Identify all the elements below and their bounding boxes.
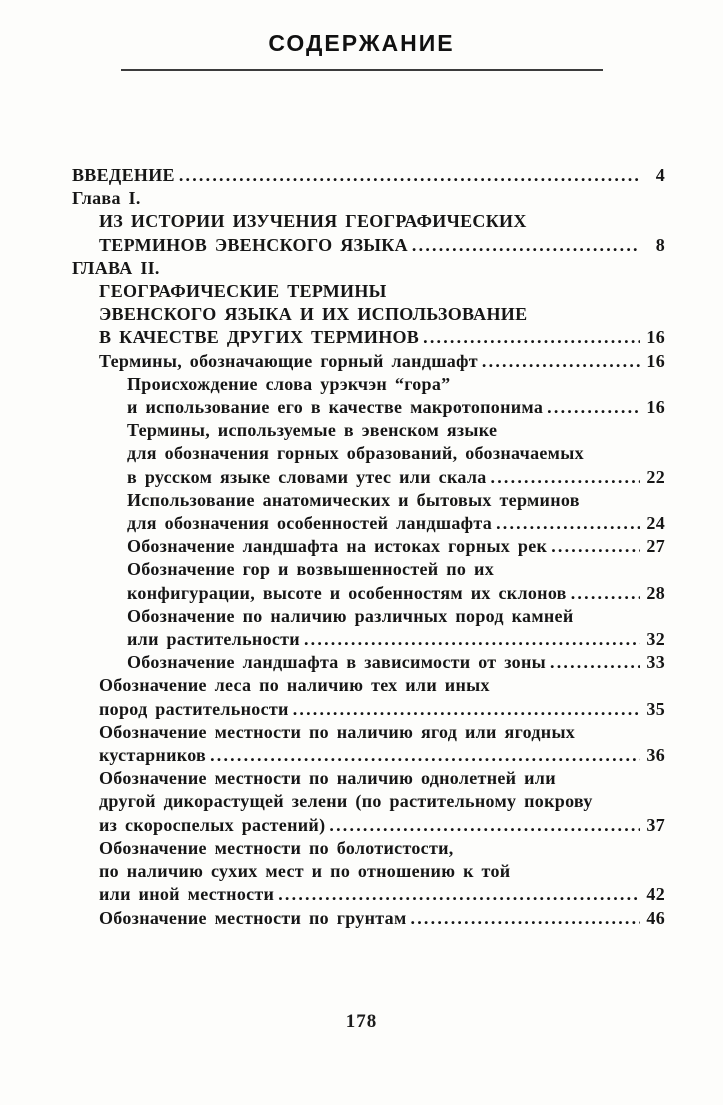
toc-entry-text: ИЗ ИСТОРИИ ИЗУЧЕНИЯ ГЕОГРАФИЧЕСКИХ — [99, 211, 527, 232]
toc-line — [72, 280, 665, 303]
toc-line — [72, 790, 665, 813]
toc-page-number: 42 — [646, 884, 665, 905]
toc-line — [72, 674, 665, 697]
toc-entry-text: Глава I. — [72, 188, 141, 209]
dot-leader — [293, 698, 640, 721]
toc-line — [72, 164, 665, 187]
toc-page-number: 46 — [646, 907, 665, 928]
table-of-contents — [72, 164, 665, 930]
toc-line — [72, 744, 665, 767]
toc-entry-text: В КАЧЕСТВЕ ДРУГИХ ТЕРМИНОВ — [99, 327, 420, 348]
dot-leader — [496, 512, 640, 535]
toc-entry-text: Обозначение местности по грунтам — [99, 907, 407, 928]
toc-page-number: 28 — [646, 582, 665, 603]
toc-page-number: 36 — [646, 745, 665, 766]
toc-entry-text: в русском языке словами утес или скала — [127, 466, 487, 487]
page-header — [0, 0, 723, 71]
toc-line — [72, 466, 665, 489]
toc-line — [72, 860, 665, 883]
dot-leader — [210, 744, 640, 767]
toc-entry-text: ГЕОГРАФИЧЕСКИЕ ТЕРМИНЫ — [99, 281, 387, 302]
toc-page-number: 27 — [646, 536, 665, 557]
toc-entry-text: Происхождение слова урэкчэн “гора” — [127, 373, 451, 394]
toc-line — [72, 210, 665, 233]
toc-page-number: 8 — [655, 234, 665, 255]
toc-entry-text: Использование анатомических и бытовых терминов — [127, 489, 580, 510]
toc-line — [72, 535, 665, 558]
toc-entry-text: для обозначения особенностей ландшафта — [127, 513, 493, 534]
toc-entry-text: Обозначение местности по наличию ягод или ягодных — [99, 721, 576, 742]
toc-entry-text: из скороспелых растений) — [99, 814, 326, 835]
toc-page-number: 16 — [646, 350, 665, 371]
dot-leader — [550, 651, 640, 674]
toc-entry-text: и использование его в качестве макротопонима — [127, 397, 544, 418]
toc-entry-text: ТЕРМИНОВ ЭВЕНСКОГО ЯЗЫКА — [99, 234, 408, 255]
dot-leader — [551, 535, 640, 558]
toc-line — [72, 837, 665, 860]
dot-leader — [412, 234, 640, 257]
toc-line — [72, 303, 665, 326]
toc-entry-text: Обозначение леса по наличию тех или иных — [99, 675, 490, 696]
toc-page-number: 24 — [646, 513, 665, 534]
toc-entry-text: по наличию сухих мест и по отношению к той — [99, 861, 511, 882]
toc-line — [72, 234, 665, 257]
toc-line — [72, 628, 665, 651]
toc-line — [72, 489, 665, 512]
toc-line — [72, 907, 665, 930]
toc-entry-text: Обозначение ландшафта в зависимости от зоны — [127, 652, 546, 673]
toc-line — [72, 767, 665, 790]
page-title: СОДЕРЖАНИЕ — [268, 30, 455, 56]
toc-entry-text: ВВЕДЕНИЕ — [72, 165, 175, 185]
toc-line — [72, 442, 665, 465]
toc-page-number: 37 — [646, 814, 665, 835]
toc-line — [72, 326, 665, 349]
toc-entry-text: Обозначение ландшафта на истоках горных рек — [127, 536, 548, 557]
toc-page-number: 22 — [646, 466, 665, 487]
toc-line — [72, 257, 665, 280]
toc-entry-text: или иной местности — [99, 884, 275, 905]
toc-line — [72, 605, 665, 628]
page-footer — [0, 1011, 723, 1033]
dot-leader — [423, 326, 640, 349]
toc-line — [72, 814, 665, 837]
toc-line — [72, 582, 665, 605]
toc-page-number: 33 — [646, 652, 665, 673]
toc-entry-text: Термины, используемые в эвенском языке — [127, 420, 498, 441]
toc-entry-text: Термины, обозначающие горный ландшафт — [99, 350, 478, 371]
toc-entry-text: Обозначение по наличию различных пород камней — [127, 605, 574, 626]
dot-leader — [179, 164, 640, 187]
toc-page-number: 32 — [646, 629, 665, 650]
title-rule — [121, 69, 603, 71]
toc-line — [72, 512, 665, 535]
toc-entry-text: пород растительности — [99, 698, 289, 719]
toc-line — [72, 558, 665, 581]
dot-leader — [547, 396, 640, 419]
toc-page-number: 16 — [646, 397, 665, 418]
toc-entry-text: кустарников — [99, 745, 207, 766]
toc-entry-text: Обозначение гор и возвышенностей по их — [127, 559, 494, 580]
toc-line — [72, 419, 665, 442]
toc-line — [72, 721, 665, 744]
toc-page-number: 16 — [646, 327, 665, 348]
toc-line — [72, 698, 665, 721]
toc-line — [72, 883, 665, 906]
toc-line — [72, 373, 665, 396]
dot-leader — [411, 907, 640, 930]
toc-page-number: 35 — [646, 698, 665, 719]
dot-leader — [491, 466, 640, 489]
toc-entry-text: конфигурации, высоте и особенностям их склонов — [127, 582, 567, 603]
toc-line — [72, 187, 665, 210]
toc-entry-text: ГЛАВА II. — [72, 257, 160, 278]
dot-leader — [304, 628, 640, 651]
toc-line — [72, 651, 665, 674]
toc-entry-text: Обозначение местности по болотистости, — [99, 837, 454, 858]
toc-entry-text: Обозначение местности по наличию однолетней или — [99, 768, 556, 789]
toc-line — [72, 350, 665, 373]
dot-leader — [278, 883, 640, 906]
toc-line — [72, 396, 665, 419]
toc-page-number: 4 — [655, 165, 665, 185]
toc-entry-text: или растительности — [127, 629, 300, 650]
dot-leader — [329, 814, 640, 837]
dot-leader — [482, 350, 640, 373]
toc-entry-text: для обозначения горных образований, обозначаемых — [127, 443, 584, 464]
page-number: 178 — [345, 1011, 378, 1032]
dot-leader — [571, 582, 640, 605]
toc-entry-text: ЭВЕНСКОГО ЯЗЫКА И ИХ ИСПОЛЬЗОВАНИЕ — [99, 304, 528, 325]
toc-entry-text: другой дикорастущей зелени (по растительному покрову — [99, 791, 593, 812]
